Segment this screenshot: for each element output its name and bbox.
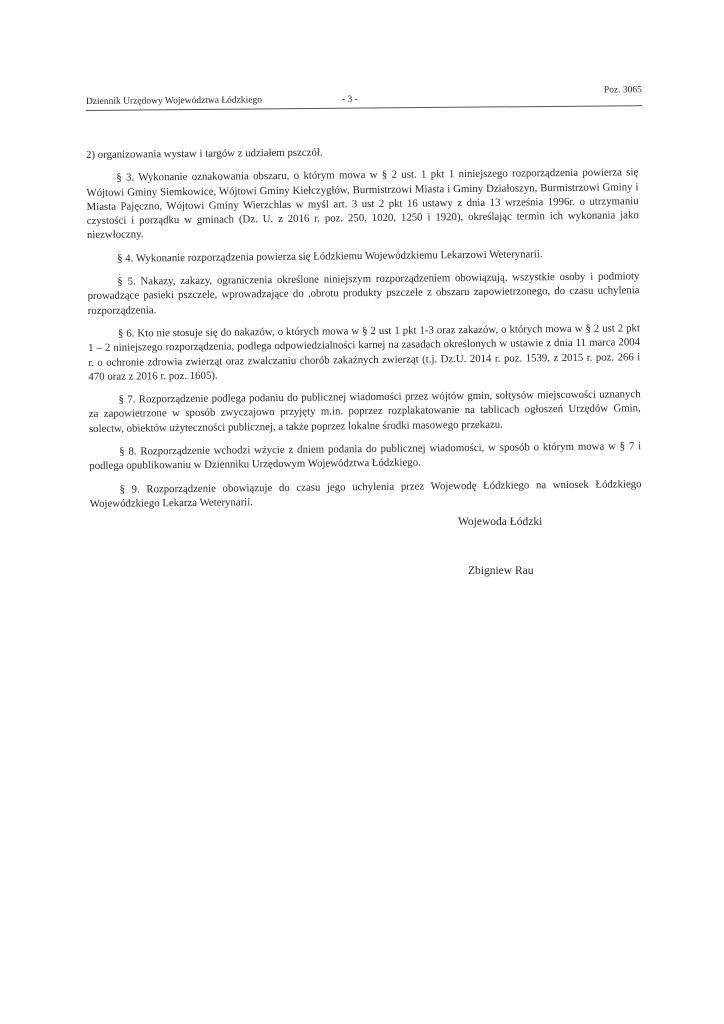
page-header bbox=[86, 83, 642, 111]
signature-title: Wojewoda Łódzki bbox=[458, 516, 543, 528]
paragraph-7: § 7. Rozporządzenie podlega podaniu do publicznej wiadomości przez wójtów gmin, sołtysów miejscowości uznanych za zapowietrzone w sposób zwyczajowo przyjęty m.in. poprzez rozplakatowanie na tablicach ogłoszeń Urzędów Gmin, solectw, obiektów użyteczności publicznej, a także poprzez lokalne środki masowego przekazu. bbox=[88, 388, 641, 435]
paragraph-5: § 5. Nakazy, zakazy, ograniczenia określone niniejszym rozporządzeniem obowiązują, wszystkie osoby i podmioty prowadzące pasieki pszczele, wprowadzające do ,obrotu produkty pszczele z obszaru zapowietrzonego, do czasu uchylenia rozporządzenia. bbox=[87, 270, 640, 317]
page-number: - 3 - bbox=[341, 94, 358, 105]
position-number: Poz. 3065 bbox=[603, 85, 642, 96]
list-item-2: 2) organizowania wystaw i targów z udziałem pszczół. bbox=[86, 146, 323, 161]
journal-title: Dziennik Urzędowy Województwa Łódzkiego bbox=[85, 95, 263, 108]
paragraph-9: § 9. Rozporządzenie obowiązuje do czasu jego uchylenia przez Wojewodę Łódzkiego na wniosek Łódzkiego Wojewódzkiego Lekarza Weterynarii. bbox=[89, 477, 642, 510]
paragraph-8: § 8. Rozporządzenie wchodzi wżycie z dniem podania do publicznej wiadomości, w sposób o którym mowa w § 7 i podlega opublikowaniu w Dzienniku Urzędowym Województwa Łódzkiego. bbox=[89, 440, 642, 473]
signature-name: Zbigniew Rau bbox=[468, 565, 534, 577]
paragraph-4: § 4. Wykonanie rozporządzenia powierza się Łódzkiemu Wojewódzkiemu Lekarzowi Weterynarii. bbox=[117, 248, 543, 265]
paragraph-3: § 3. Wykonanie oznakowania obszaru, o którym mowa w § 2 ust. 1 pkt 1 niniejszego rozporządzenia powierza się Wójtowi Gminy Siemkowice, Wójtowi Gminy Kiełczygłów, Burmistrzowi Miasta i Gminy Działoszyn, Burmistrzowi Gminy i Miasta Pajęczno, Wójtowi Gminy Wierzchlas w myśl art. 3 ust 2 pkt 16 ustawy z dnia 13 września 1996r. o utrzymaniu czystości i porządku w gminach (Dz. U. z 2016 r. poz. 250, 1020, 1250 i 1920), określając termin ich wykonania jako niezwłoczny. bbox=[86, 166, 639, 242]
document-body bbox=[86, 142, 642, 520]
paragraph-6: § 6. Kto nie stosuje się do nakazów, o których mowa w § 2 ust 1 pkt 1-3 oraz zakazów, o których mowa w § 2 ust 2 pkt 1 – 2 niniejszego rozporządzenia, podlega odpowiedzialności karnej na zasadach określonych w ustawie z dnia 11 marca 2004 r. o ochronie zdrowia zwierząt oraz zwalczaniu chorób zakaźnych zwierząt (t.j. Dz.U. 2014 r. poz. 1539, z 2015 r. poz. 266 i 470 oraz z 2016 r. poz. 1605). bbox=[88, 322, 641, 383]
